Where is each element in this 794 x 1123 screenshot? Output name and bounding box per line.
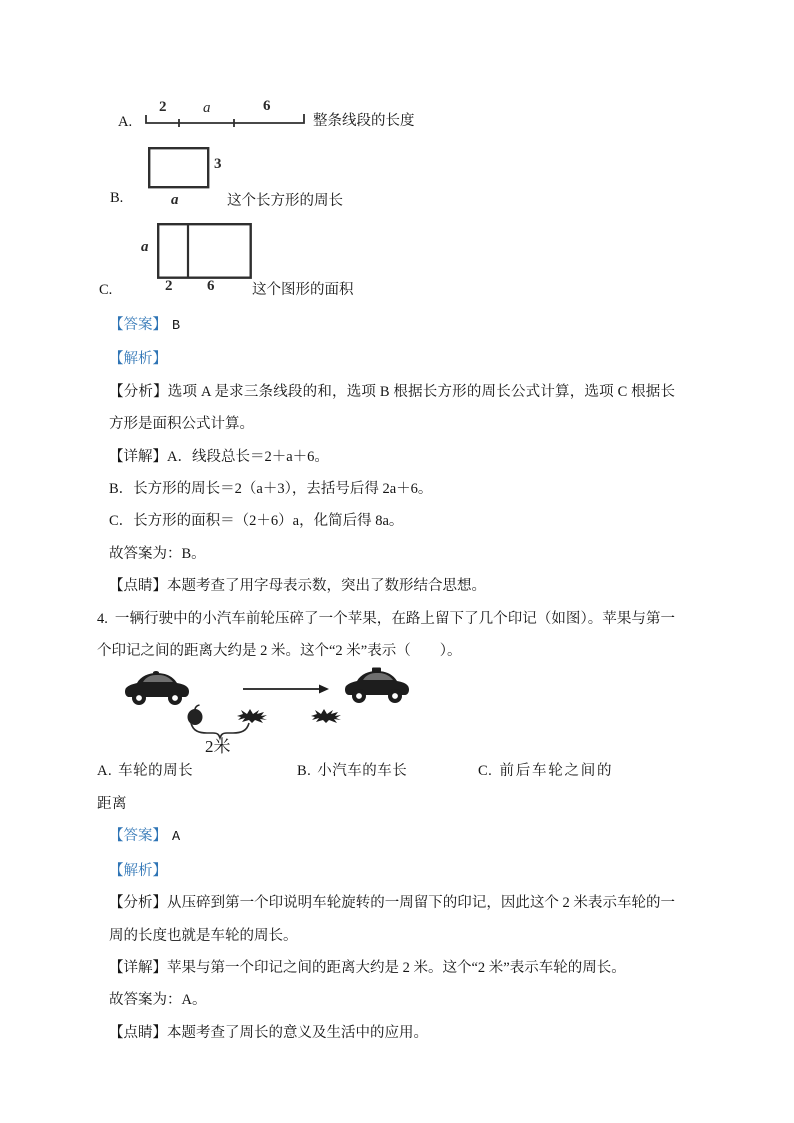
q4-figure <box>97 667 675 755</box>
answer-marker: 【答案】 <box>109 828 167 845</box>
option-c-label: C. <box>99 282 113 298</box>
q4-analysis-marker-line <box>109 855 675 887</box>
car-left-icon <box>125 671 189 705</box>
q4-option-a-label: A. <box>97 763 113 780</box>
q3-detail-option-b: B．长方形的周长＝2（a＋3），去括号后得 2a＋6。 <box>109 481 433 498</box>
option-b-caption: 这个长方形的周长 <box>227 193 343 209</box>
page-content <box>97 99 675 1049</box>
q4-option-b-text: 小汽车的车长 <box>317 763 408 780</box>
split-rect-bottom-label-1: 2 <box>165 278 173 294</box>
option-c-caption: 这个图形的面积 <box>252 282 354 298</box>
rectangle-figure <box>148 147 210 189</box>
q4-conclusion: 故答案为：A。 <box>109 992 207 1009</box>
rectangle-height-label: 3 <box>214 156 222 172</box>
apple-icon <box>188 705 203 725</box>
car-right-icon <box>345 668 409 704</box>
analysis-marker: 【解析】 <box>109 351 167 368</box>
segment-figure <box>143 99 308 133</box>
q4-options-row <box>97 755 612 820</box>
arrow-icon <box>243 685 329 694</box>
q4-remark-paragraph: 【点睛】本题考查了周长的意义及生活中的应用。 <box>109 1024 428 1041</box>
option-b-label: B. <box>110 190 124 206</box>
q4-number: 4. <box>97 610 108 627</box>
split-rectangle-shape <box>158 224 251 278</box>
q4-option-c-text: 前后车轮之间的距离 <box>97 763 612 812</box>
q3-answer-line <box>109 309 675 343</box>
question3-options-figures <box>97 99 675 309</box>
segment-part-label-2: a <box>203 100 211 116</box>
q4-analysis-paragraph: 【分析】从压碎到第一个印说明车轮旋转的一周留下的印记，因此这个 2 米表示车轮的一周的长度也就是车轮的周长。 <box>109 895 675 944</box>
segment-part-label-3: 6 <box>263 99 271 114</box>
tire-mark-icon <box>311 709 341 723</box>
analysis-marker: 【解析】 <box>109 862 167 879</box>
q4-option-b-label: B. <box>297 763 312 780</box>
tire-mark-icon <box>237 709 267 723</box>
q4-option-c-label: C. <box>478 763 493 780</box>
q3-detail-option-c: C．长方形的面积＝（2＋6）a，化简后得 8a。 <box>109 513 404 530</box>
q4-stem-paragraph <box>97 603 675 668</box>
q3-analysis-marker-line <box>109 343 675 375</box>
q4-detail-paragraph: 【详解】苹果与第一个印记之间的距离大约是 2 米。这个“2 米”表示车轮的周长。 <box>109 959 626 976</box>
q4-option-a <box>97 755 297 787</box>
car-scene-figure <box>121 667 433 755</box>
option-a-label: A. <box>118 114 133 130</box>
distance-label: 2米 <box>205 737 231 756</box>
rectangle-width-label: a <box>171 192 179 208</box>
q4-option-a-text: 车轮的周长 <box>118 763 194 780</box>
rectangle-shape <box>149 148 208 187</box>
q4-stem-text: 一辆行驶中的小汽车前轮压碎了一个苹果，在路上留下了几个印记（如图）。苹果与第一个印记之间的距离大约是 2 米。这个“2 米”表示（ ）。 <box>97 610 675 660</box>
brace-icon <box>191 723 249 738</box>
q3-conclusion: 故答案为：B。 <box>109 545 206 562</box>
q4-answer-value: A <box>172 830 181 846</box>
q4-option-b <box>297 755 478 787</box>
split-rect-bottom-label-2: 6 <box>207 278 215 294</box>
split-rect-height-label: a <box>141 239 149 255</box>
option-a-caption: 整条线段的长度 <box>313 113 415 129</box>
q4-answer-line <box>109 820 675 854</box>
segment-part-label-1: 2 <box>159 99 167 115</box>
q3-remark-paragraph: 【点睛】本题考查了用字母表示数，突出了数形结合思想。 <box>109 578 486 595</box>
q3-detail-paragraph: 【详解】A．线段总长＝2＋a＋6。 <box>109 448 329 465</box>
segment-line <box>146 114 304 123</box>
q3-analysis-paragraph: 【分析】选项 A 是求三条线段的和，选项 B 根据长方形的周长公式计算，选项 C 根据长方形是面积公式计算。 <box>109 383 675 433</box>
answer-marker: 【答案】 <box>109 317 167 333</box>
q3-answer-value: B <box>172 319 181 334</box>
split-rectangle-figure <box>157 223 252 279</box>
